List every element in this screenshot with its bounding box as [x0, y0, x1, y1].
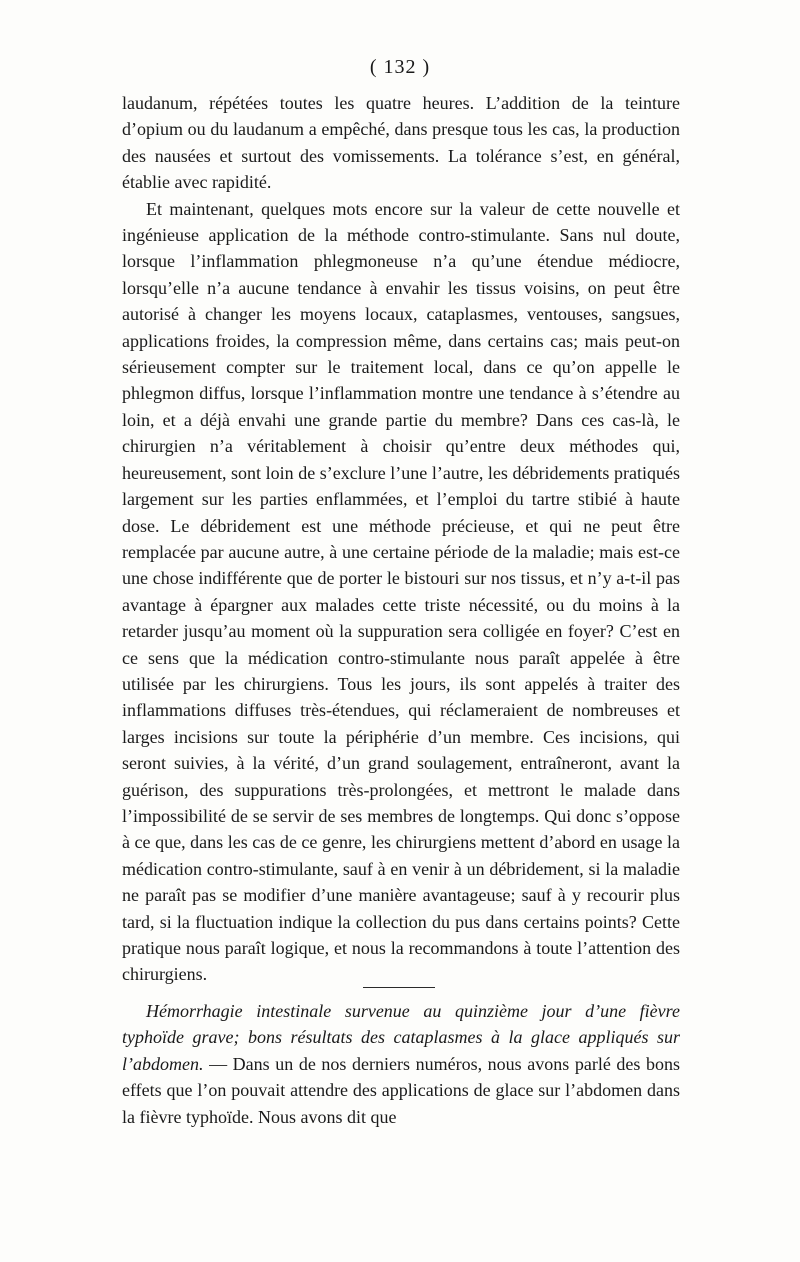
section-separator — [363, 987, 435, 988]
article-block — [122, 998, 680, 1130]
article-title: Hémorrhagie intestinale survenue au quinzième jour d’une fièvre typhoïde grave; bons résultats des cataplasmes à la glace appliqués sur l’abdomen. — [122, 1001, 680, 1074]
page-number: ( 132 ) — [369, 56, 431, 78]
paragraph-continuation: laudanum, répétées toutes les quatre heures. L’addition de la teinture d’opium ou du laudanum a empêché, dans presque tous les cas, la production des nausées et surtout des vomissements. La tolérance s’est, en général, établie avec rapidité. — [122, 93, 680, 193]
paragraph-discussion: Et maintenant, quelques mots encore sur la valeur de cette nouvelle et ingénieuse application de la méthode contro-stimulante. Sans nul doute, lorsque l’inflammation phlegmoneuse n’a qu’une étendue médiocre, lorsqu’elle n’a aucune tendance à envahir les tissus voisins, on peut être autorisé à changer les moyens locaux, cataplasmes, ventouses, sangsues, applications froides, la compression même, dans certains cas; mais peut-on sérieusement compter sur le traitement local, dans ce qu’on appelle le phlegmon diffus, lorsque l’inflammation montre une tendance à s’étendre au loin, et a déjà envahi une grande partie du membre? Dans ces cas-là, le chirurgien n’a véritablement à choisir qu’entre deux méthodes qui, heureusement, sont loin de s’exclure l’une l’autre, les débridements pratiqués largement sur les parties enflammées, et l’emploi du tartre stibié à haute dose. Le débridement est une méthode précieuse, et qui ne peut être remplacée par aucune autre, à une certaine période de la maladie; mais est-ce une chose indifférente que de porter le bistouri sur nos tissus, et n’y a-t-il pas avantage à épargner aux malades cette triste nécessité, ou du moins à la retarder jusqu’au moment où la suppuration sera colligée en foyer? C’est en ce sens que la médication contro-stimulante nous paraît appelée à être utilisée par les chirurgiens. Tous les jours, ils sont appelés à traiter des inflammations diffuses très-étendues, qui réclameraient de nombreuses et larges incisions sur toute la périphérie d’un membre. Ces incisions, qui seront suivies, à la vérité, d’un grand soulagement, entraîneront, avant la guérison, des suppurations très-prolongées, et mettront le malade dans l’impossibilité de se servir de ses membres de longtemps. Qui donc s’oppose à ce que, dans les cas de ce genre, les chirurgiens mettent d’abord en usage la médication contro-stimulante, sauf à en venir à un débridement, si la maladie ne paraît pas se modifier d’une manière avantageuse; sauf à y recourir plus tard, si la fluctuation indique la collection du pus dans certains points? Cette pratique nous paraît logique, et nous la recommandons à toute l’attention des chirurgiens. — [122, 198, 680, 985]
article-dash: — — [203, 1053, 233, 1074]
article-paragraph — [122, 998, 680, 1130]
main-text-block — [122, 90, 680, 988]
article-text: Dans un de nos derniers numéros, nous avons parlé des bons effets que l’on pouvait attendre des applications de glace sur l’abdomen dans la fièvre typhoïde. Nous avons dit que — [122, 1053, 681, 1127]
